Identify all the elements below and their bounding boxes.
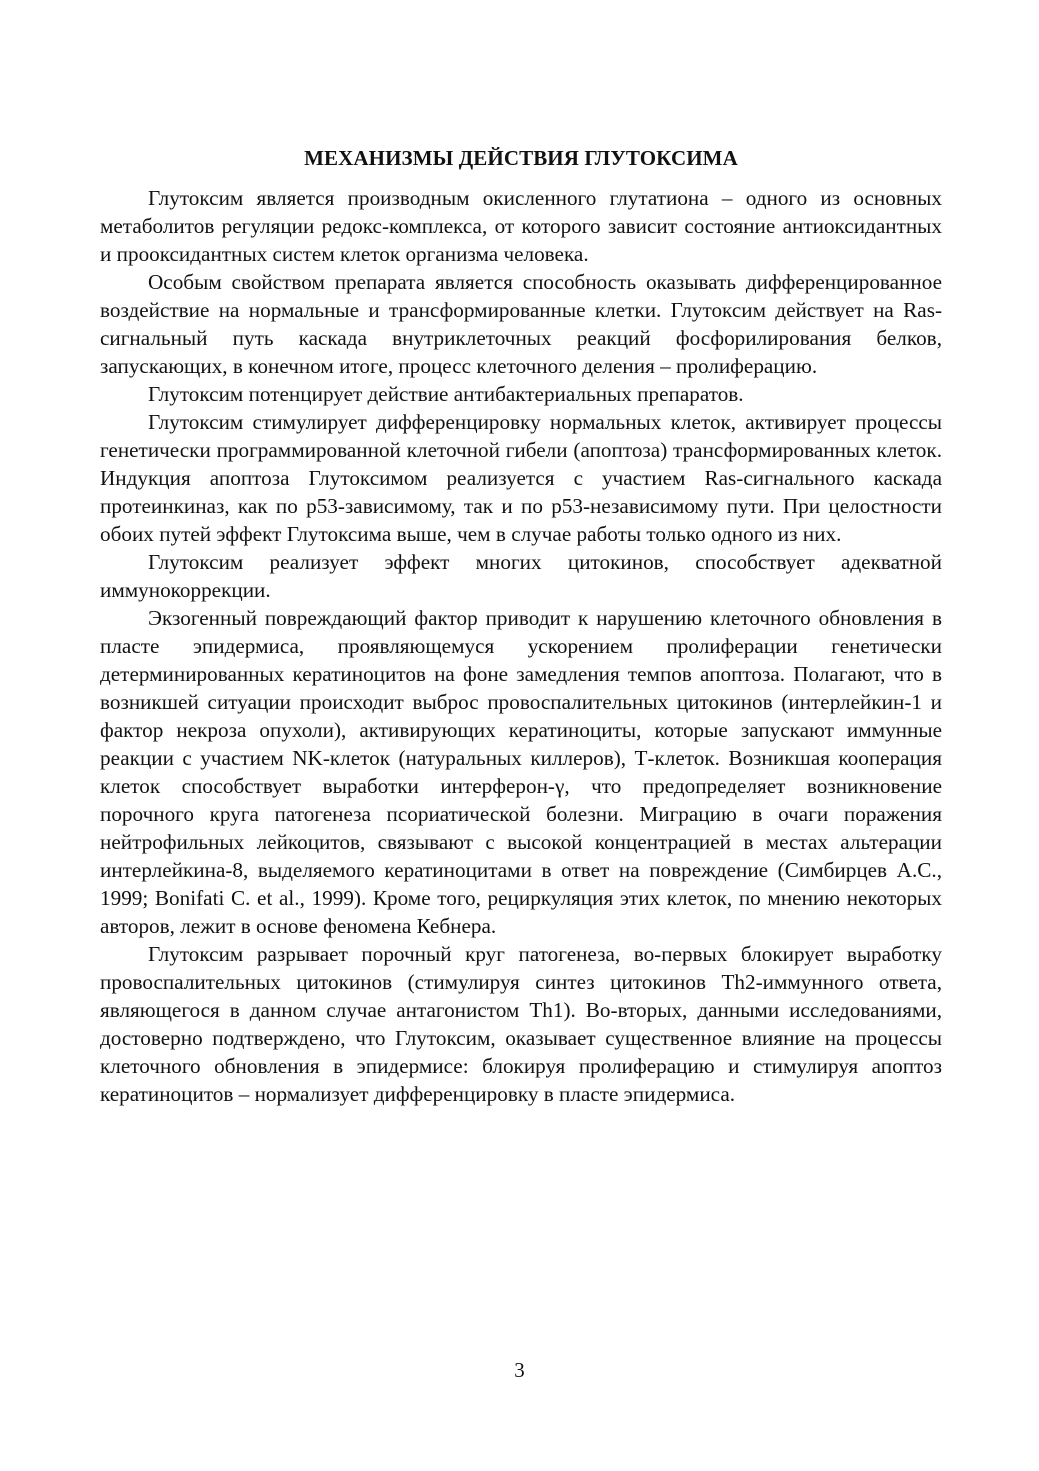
paragraph: Экзогенный повреждающий фактор приводит к нарушению клеточного обновления в пласте эпидермиса, проявляющемуся ускорением пролиферации генетически детерминированных кератиноцитов на фоне замедления темпов апоптоза. Полагают, что в возникшей ситуации происходит выброс провоспалительных цитокинов (интерлейкин-1 и фактор некроза опухоли), активирующих кератиноциты, которые запускают иммунные реакции с участием NK-клеток (натуральных киллеров), Т-клеток. Возникшая кооперация клеток способствует выработки интерферон-γ, что предопределяет возникновение порочного круга патогенеза псориатической болезни. Миграцию в очаги поражения нейтрофильных лейкоцитов, связывают с высокой концентрацией в местах альтерации интерлейкина-8, выделяемого кератиноцитами в ответ на повреждение (Симбирцев А.С., 1999; Bonifati C. et al., 1999). Кроме того, рециркуляция этих клеток, по мнению некоторых авторов, лежит в основе феномена Кебнера. xyxy=(100,606,942,938)
paragraph: Особым свойством препарата является способность оказывать дифференцированное воздействие на нормальные и трансформированные клетки. Глутоксим действует на Ras-сигнальный путь каскада внутриклеточных реакций фосфорилирования белков, запускающих, в конечном итоге, процесс клеточного деления – пролиферацию. xyxy=(100,270,942,378)
page-number: 3 xyxy=(514,1358,525,1382)
document-body xyxy=(100,184,942,1108)
document-title: МЕХАНИЗМЫ ДЕЙСТВИЯ ГЛУТОКСИМА xyxy=(304,146,738,171)
paragraph: Глутоксим является производным окисленного глутатиона – одного из основных метаболитов регуляции редокс-комплекса, от которого зависит состояние антиоксидантных и прооксидантных систем клеток организма человека. xyxy=(100,186,942,266)
paragraph: Глутоксим разрывает порочный круг патогенеза, во-первых блокирует выработку провоспалительных цитокинов (стимулируя синтез цитокинов Th2-иммунного ответа, являющегося в данном случае антагонистом Th1). Во-вторых, данными исследованиями, достоверно подтверждено, что Глутоксим, оказывает существенное влияние на процессы клеточного обновления в эпидермисе: блокируя пролиферацию и стимулируя апоптоз кератиноцитов – нормализует дифференцировку в пласте эпидермиса. xyxy=(100,942,942,1106)
paragraph: Глутоксим стимулирует дифференцировку нормальных клеток, активирует процессы генетически программированной клеточной гибели (апоптоза) трансформированных клеток. Индукция апоптоза Глутоксимом реализуется с участием Ras-сигнального каскада протеинкиназ, как по р53-зависимому, так и по р53-независимому пути. При целостности обоих путей эффект Глутоксима выше, чем в случае работы только одного из них. xyxy=(100,410,942,546)
paragraph: Глутоксим потенцирует действие антибактериальных препаратов. xyxy=(148,382,744,406)
paragraph: Глутоксим реализует эффект многих цитокинов, способствует адекватной иммунокоррекции. xyxy=(100,550,942,602)
